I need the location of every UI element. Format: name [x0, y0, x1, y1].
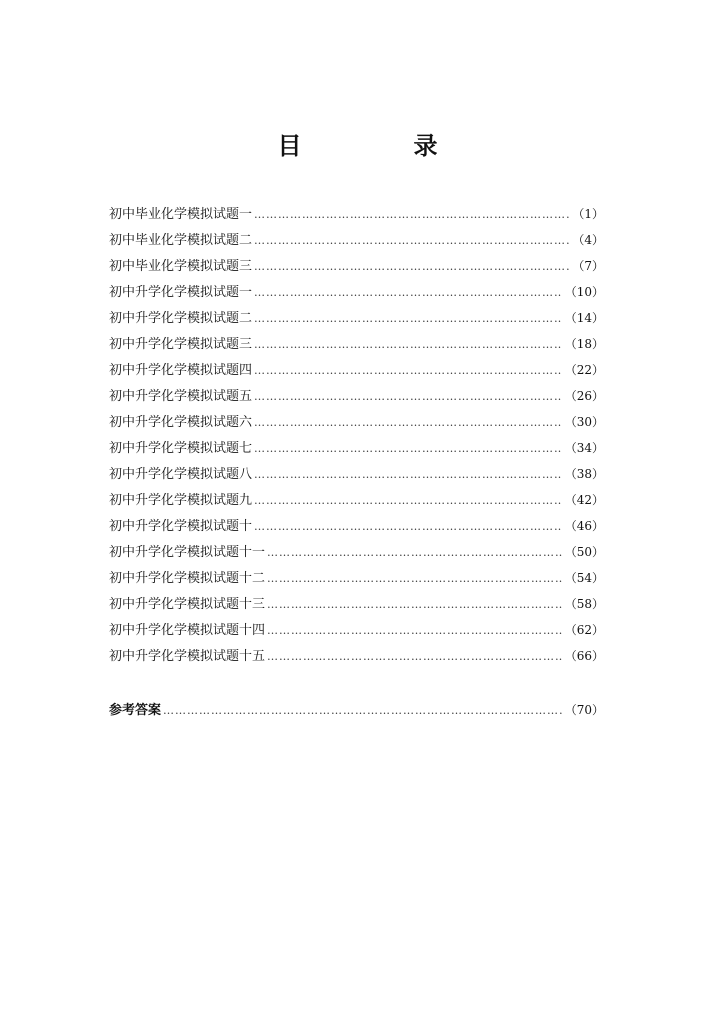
dot-leader	[267, 592, 562, 618]
toc-entry-page: （54）	[564, 571, 604, 585]
toc-entry[interactable]	[109, 617, 604, 643]
toc-entry[interactable]	[109, 513, 604, 539]
toc-entry[interactable]	[109, 279, 604, 305]
toc-entry[interactable]	[109, 435, 604, 461]
toc-entry-label: 初中升学化学模拟试题十	[109, 519, 253, 534]
toc-entry[interactable]	[109, 305, 604, 331]
toc-entry-page: （14）	[564, 311, 604, 325]
page-title: 目 录	[277, 132, 482, 160]
toc-entry-page: （42）	[564, 493, 604, 507]
toc-entry-page: （30）	[564, 415, 604, 429]
toc-entry-page: （18）	[564, 337, 604, 351]
toc-entry-page: （1）	[572, 207, 604, 221]
toc-entry-label: 初中升学化学模拟试题三	[109, 337, 253, 352]
toc-entry-page: （58）	[564, 597, 604, 611]
dot-leader	[267, 566, 562, 592]
toc-entry-answers[interactable]	[109, 697, 604, 723]
toc-entry-page: （10）	[564, 285, 604, 299]
table-of-contents	[109, 201, 604, 669]
toc-entry[interactable]	[109, 461, 604, 487]
toc-entry[interactable]	[109, 201, 604, 227]
toc-entry-label: 初中升学化学模拟试题六	[109, 415, 253, 430]
toc-entry-label: 初中升学化学模拟试题一	[109, 285, 253, 300]
dot-leader	[254, 280, 562, 306]
toc-entry-page: （66）	[564, 649, 604, 663]
toc-entry-page: （4）	[572, 233, 604, 247]
dot-leader	[267, 618, 562, 644]
dot-leader	[254, 436, 562, 462]
toc-entry-page: （50）	[564, 545, 604, 559]
dot-leader	[254, 254, 569, 280]
toc-entry[interactable]	[109, 643, 604, 669]
toc-entry[interactable]	[109, 565, 604, 591]
toc-entry-label: 初中升学化学模拟试题十四	[109, 623, 266, 638]
toc-entry[interactable]	[109, 227, 604, 253]
answers-label: 参考答案	[109, 703, 162, 718]
toc-entry-label: 初中毕业化学模拟试题三	[109, 259, 253, 274]
toc-entry[interactable]	[109, 253, 604, 279]
toc-entry-label: 初中升学化学模拟试题十三	[109, 597, 266, 612]
toc-entry-page: （46）	[564, 519, 604, 533]
dot-leader	[254, 462, 562, 488]
dot-leader	[254, 514, 562, 540]
toc-entry-page: （26）	[564, 389, 604, 403]
dot-leader	[267, 540, 562, 566]
toc-entry-label: 初中毕业化学模拟试题二	[109, 233, 253, 248]
toc-entry-page: （38）	[564, 467, 604, 481]
toc-entry[interactable]	[109, 487, 604, 513]
toc-entry[interactable]	[109, 331, 604, 357]
dot-leader	[254, 488, 562, 514]
toc-entry-label: 初中升学化学模拟试题十五	[109, 649, 266, 664]
dot-leader	[267, 644, 562, 670]
dot-leader	[254, 384, 562, 410]
dot-leader	[254, 410, 562, 436]
dot-leader	[163, 698, 562, 724]
answers-section	[109, 697, 604, 723]
toc-entry[interactable]	[109, 591, 604, 617]
toc-entry-label: 初中升学化学模拟试题五	[109, 389, 253, 404]
toc-entry-page: （7）	[572, 259, 604, 273]
dot-leader	[254, 306, 562, 332]
dot-leader	[254, 202, 569, 228]
toc-entry-label: 初中毕业化学模拟试题一	[109, 207, 253, 222]
dot-leader	[254, 358, 562, 384]
toc-entry[interactable]	[109, 383, 604, 409]
toc-entry-label: 初中升学化学模拟试题十二	[109, 571, 266, 586]
toc-entry-label: 初中升学化学模拟试题十一	[109, 545, 266, 560]
toc-entry-label: 初中升学化学模拟试题二	[109, 311, 253, 326]
toc-entry-label: 初中升学化学模拟试题八	[109, 467, 253, 482]
toc-entry-label: 初中升学化学模拟试题九	[109, 493, 253, 508]
toc-entry[interactable]	[109, 357, 604, 383]
toc-entry[interactable]	[109, 539, 604, 565]
dot-leader	[254, 332, 562, 358]
toc-entry-page: （22）	[564, 363, 604, 377]
answers-page: （70）	[564, 703, 604, 717]
dot-leader	[254, 228, 569, 254]
toc-entry-label: 初中升学化学模拟试题七	[109, 441, 253, 456]
toc-entry-label: 初中升学化学模拟试题四	[109, 363, 253, 378]
toc-entry-page: （34）	[564, 441, 604, 455]
toc-entry[interactable]	[109, 409, 604, 435]
toc-entry-page: （62）	[564, 623, 604, 637]
